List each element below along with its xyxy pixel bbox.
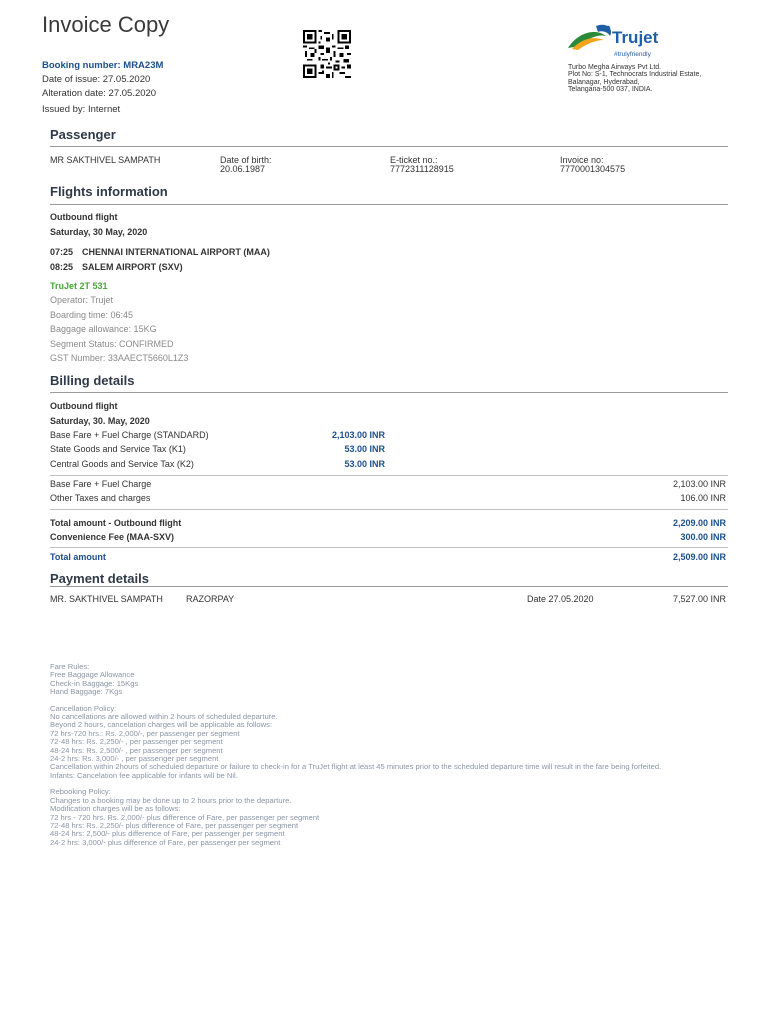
policy-line: Free Baggage Allowance: [50, 670, 135, 680]
logo-tagline: #trulyfriendly: [614, 51, 651, 58]
policy-line: Cancellation Policy:: [50, 703, 117, 713]
convenience-fee-amount: 300.00 INR: [680, 532, 726, 542]
company-line: Plot No: S-1, Technocrats Industrial Estate,: [568, 71, 702, 79]
issued-by: Issued by: Internet: [42, 104, 121, 115]
billing-item-amount: 2,103.00 INR: [331, 430, 385, 440]
policy-line: Beyond 2 hours, cancelation charges will be applicable as follows:: [50, 720, 273, 730]
payment-section-title: Payment details: [50, 571, 149, 586]
divider: [50, 586, 728, 587]
dob-label: Date of birth:: [220, 155, 272, 165]
total-outbound-amount: 2,209.00 INR: [672, 518, 726, 528]
policy-line: Infants: Cancelation fee applicable for infants will be Nil.: [50, 770, 238, 780]
policy-line: Rebooking Policy:: [50, 787, 111, 797]
policy-line: 24-2 hrs: Rs. 3,000/- , per passenger per segment: [50, 754, 219, 764]
summary-amount: 2,103.00 INR: [672, 479, 726, 489]
policy-line: 24-2 hrs: 3,000/- plus difference of Fare, per passenger per segment: [50, 837, 281, 847]
dob-value: 20.06.1987: [220, 164, 266, 174]
date-of-issue: Date of issue: 27.05.2020: [42, 74, 151, 85]
total-amount-value: 2,509.00 INR: [672, 552, 726, 562]
invoice-value: 7770001304575: [560, 164, 626, 174]
company-address: [568, 64, 728, 94]
summary-amount: 106.00 INR: [680, 493, 726, 503]
total-amount-label: Total amount: [50, 552, 106, 562]
divider: [50, 146, 728, 147]
billing-item-label: Central Goods and Service Tax (K2): [50, 459, 194, 469]
policy-line: 48-24 hrs: 2,500/- plus difference of Fare, per passenger per segment: [50, 829, 285, 839]
flight-number: TruJet 2T 531: [50, 281, 108, 291]
divider: [50, 392, 728, 393]
passenger-section-title: Passenger: [50, 127, 116, 142]
fare-rules: [50, 663, 720, 697]
baggage-allowance: Baggage allowance: 15KG: [50, 324, 157, 334]
invoice-label: Invoice no:: [560, 155, 604, 165]
logo-brand: Trujet: [612, 28, 659, 47]
arrival-airport: SALEM AIRPORT (SXV): [82, 262, 183, 272]
divider: [50, 509, 728, 510]
qr-code-icon: [302, 30, 352, 78]
rebooking-policy: [50, 788, 720, 847]
segment-status: Segment Status: CONFIRMED: [50, 339, 174, 349]
divider: [50, 204, 728, 205]
policy-line: Modification charges will be as follows:: [50, 804, 181, 814]
policy-line: No cancellations are allowed within 2 hours of scheduled departure.: [50, 712, 278, 722]
boarding-time: Boarding time: 06:45: [50, 310, 134, 320]
summary-label: Other Taxes and charges: [50, 493, 151, 503]
policy-line: 72-48 hrs: Rs. 2,250/- plus difference of Fare, per passenger per segment: [50, 820, 299, 830]
alteration-date: Alteration date: 27.05.2020: [42, 88, 157, 99]
flights-section-title: Flights information: [50, 184, 168, 199]
policy-line: 72 hrs - 720 hrs. Rs. 2,000/- plus difference of Fare, per passenger per segment: [50, 812, 320, 822]
billing-item-amount: 53.00 INR: [344, 459, 385, 469]
company-line: Turbo Megha Airways Pvt Ltd.: [568, 64, 662, 71]
policy-line: Cancellation within 2hours of scheduled departure or failure to check-in for a TruJet flight at least 45 minutes prior to the scheduled departure time will result in the fare being forfeited.: [50, 762, 662, 772]
policy-line: 72 hrs-720 hrs.: Rs. 2,000/-, per passenger per segment: [50, 728, 240, 738]
policy-line: Check-in Baggage: 15Kgs: [50, 678, 139, 688]
cancellation-policy: [50, 705, 720, 781]
billing-section-title: Billing details: [50, 373, 135, 388]
operator: Operator: Trujet: [50, 295, 114, 305]
billing-item-label: Base Fare + Fuel Charge (STANDARD): [50, 430, 209, 440]
total-outbound-label: Total amount - Outbound flight: [50, 518, 182, 528]
policy-line: Hand Baggage: 7Kgs: [50, 687, 123, 697]
policy-text: [50, 663, 720, 847]
arrival-time: 08:25: [50, 262, 74, 272]
payment-date: Date 27.05.2020: [527, 594, 594, 604]
billing-item-label: State Goods and Service Tax (K1): [50, 444, 186, 454]
company-line: Balanagar, Hyderabad,: [568, 78, 640, 86]
departure-airport: CHENNAI INTERNATIONAL AIRPORT (MAA): [82, 247, 270, 257]
policy-line: Fare Rules:: [50, 662, 90, 671]
policy-line: 72-48 hrs: Rs. 2,250/- , per passenger per segment: [50, 737, 223, 747]
flight-direction: Outbound flight: [50, 212, 118, 222]
departure-time: 07:25: [50, 247, 74, 257]
payer-name: MR. SAKTHIVEL SAMPATH: [50, 594, 163, 604]
billing-date: Saturday, 30. May, 2020: [50, 416, 150, 426]
trujet-logo: [566, 22, 686, 62]
passenger-name: MR SAKTHIVEL SAMPATH: [50, 155, 161, 165]
flight-date: Saturday, 30 May, 2020: [50, 227, 148, 237]
payment-amount: 7,527.00 INR: [672, 594, 726, 604]
convenience-fee-label: Convenience Fee (MAA-SXV): [50, 532, 175, 542]
billing-direction: Outbound flight: [50, 401, 118, 411]
page-title: Invoice Copy: [42, 12, 170, 37]
booking-number: Booking number: MRA23M: [42, 60, 164, 71]
policy-line: 48-24 hrs: Rs. 2,500/- , per passenger per segment: [50, 745, 223, 755]
gst-number: GST Number: 33AAECT5660L1Z3: [50, 353, 189, 363]
billing-item-amount: 53.00 INR: [344, 444, 385, 454]
payment-method: RAZORPAY: [186, 594, 235, 604]
eticket-label: E-ticket no.:: [390, 155, 438, 165]
divider: [50, 547, 728, 548]
eticket-value: 7772311128915: [390, 164, 454, 174]
summary-label: Base Fare + Fuel Charge: [50, 479, 152, 489]
company-line: Telangana-500 037, INDIA.: [568, 86, 653, 94]
divider: [50, 475, 728, 476]
policy-line: Changes to a booking may be done up to 2 hours prior to the departure.: [50, 795, 292, 805]
